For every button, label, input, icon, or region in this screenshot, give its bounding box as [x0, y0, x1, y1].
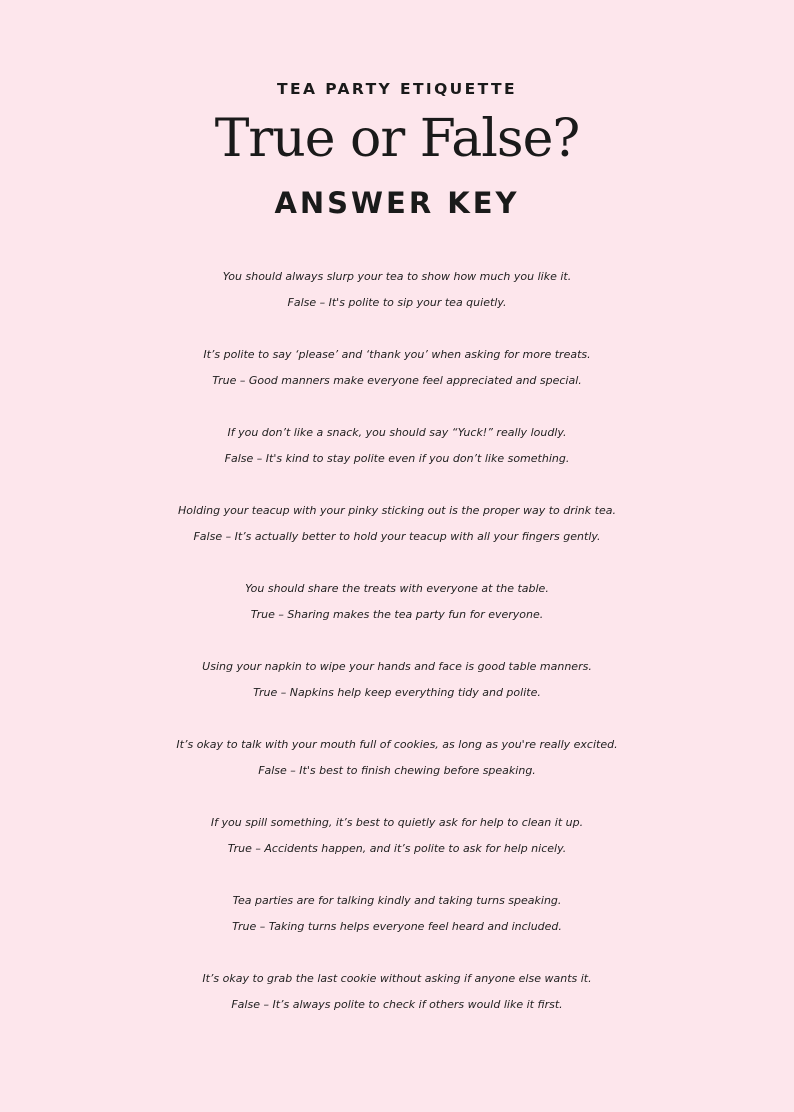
- qa-item-8: [0, 810, 794, 862]
- qa-item-7: [0, 732, 794, 784]
- question-text: Using your napkin to wipe your hands and face is good table manners.: [202, 660, 592, 673]
- qa-item-6: [0, 654, 794, 706]
- answer-text: False – It’s actually better to hold your teacup with all your fingers gently.: [193, 530, 601, 543]
- question-text: If you spill something, it’s best to quietly ask for help to clean it up.: [210, 816, 584, 829]
- eyebrow-heading: TEA PARTY ETIQUETTE: [277, 80, 517, 98]
- qa-item-5: [0, 576, 794, 628]
- qa-item-4: [0, 498, 794, 550]
- qa-item-9: [0, 888, 794, 940]
- qa-item-1: [0, 264, 794, 316]
- answer-text: True – Napkins help keep everything tidy and polite.: [253, 686, 541, 699]
- qa-item-3: [0, 420, 794, 472]
- answer-text: False – It’s always polite to check if others would like it first.: [231, 998, 563, 1011]
- answer-text: False – It's kind to stay polite even if you don’t like something.: [224, 452, 570, 465]
- question-text: If you don’t like a snack, you should say “Yuck!” really loudly.: [227, 426, 567, 439]
- answer-text: True – Accidents happen, and it’s polite to ask for help nicely.: [227, 842, 567, 855]
- question-text: Tea parties are for talking kindly and taking turns speaking.: [232, 894, 562, 907]
- question-text: It’s okay to talk with your mouth full of cookies, as long as you're really excited.: [176, 738, 618, 751]
- answer-text: True – Taking turns helps everyone feel heard and included.: [232, 920, 562, 933]
- question-text: Holding your teacup with your pinky sticking out is the proper way to drink tea.: [178, 504, 616, 517]
- answer-text: True – Good manners make everyone feel appreciated and special.: [212, 374, 582, 387]
- qa-item-10: [0, 966, 794, 1018]
- question-text: It’s okay to grab the last cookie without asking if anyone else wants it.: [202, 972, 592, 985]
- qa-item-2: [0, 342, 794, 394]
- question-text: It’s polite to say ‘please’ and ‘thank you’ when asking for more treats.: [203, 348, 591, 361]
- page-title: True or False?: [214, 109, 580, 169]
- page-subtitle: ANSWER KEY: [274, 186, 520, 220]
- answer-text: False – It's best to finish chewing before speaking.: [258, 764, 536, 777]
- answer-text: True – Sharing makes the tea party fun for everyone.: [250, 608, 544, 621]
- question-text: You should share the treats with everyone at the table.: [245, 582, 549, 595]
- qa-list: [0, 264, 794, 1044]
- question-text: You should always slurp your tea to show how much you like it.: [222, 270, 572, 283]
- answer-text: False – It's polite to sip your tea quietly.: [287, 296, 507, 309]
